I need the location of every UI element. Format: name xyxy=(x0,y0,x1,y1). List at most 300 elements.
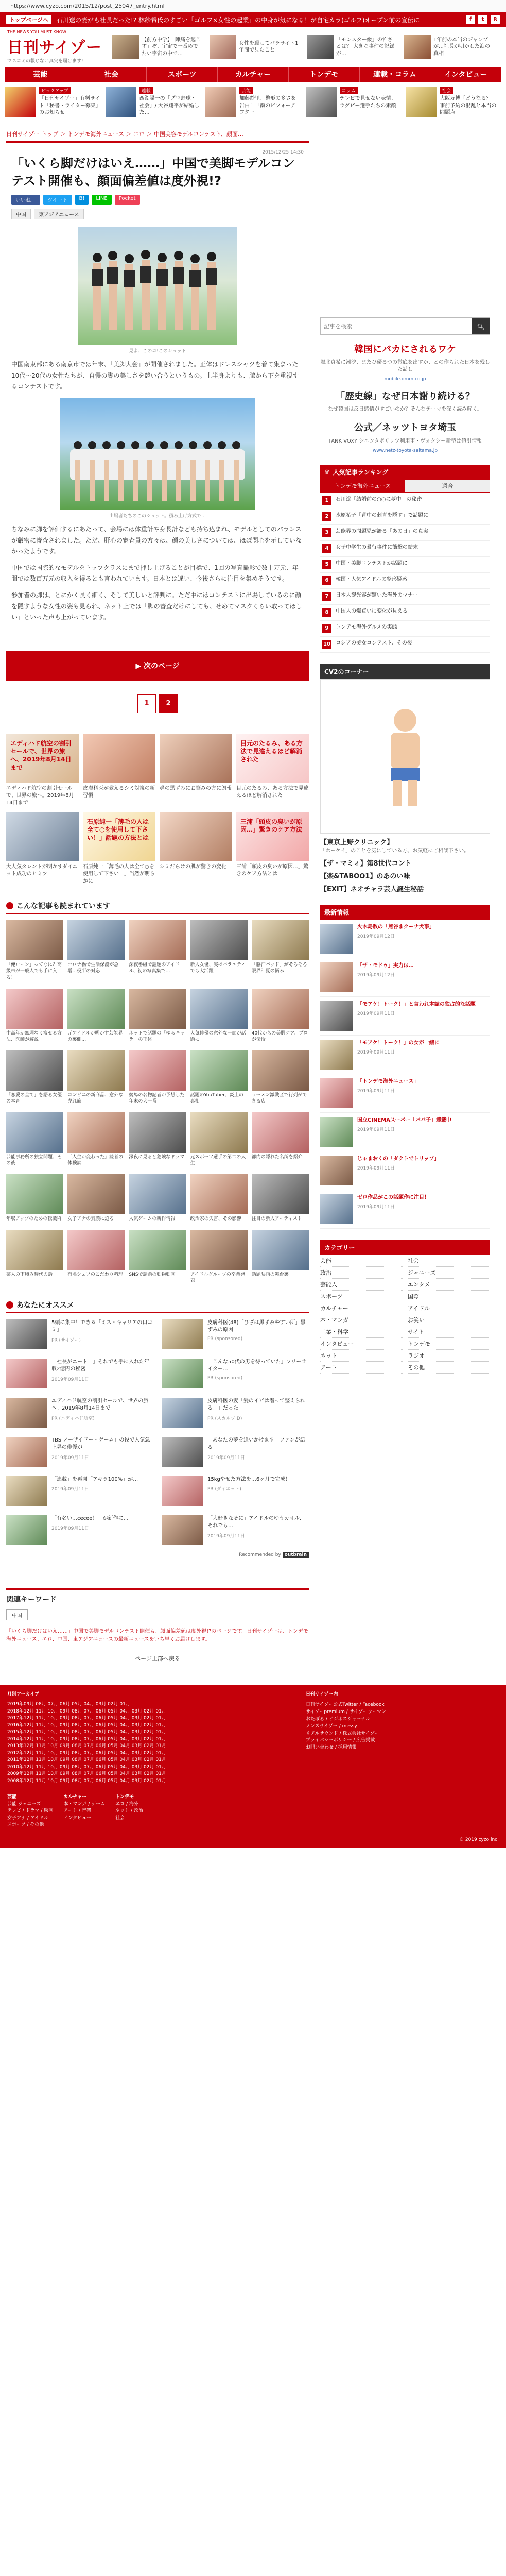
also-read-item[interactable] xyxy=(252,1050,309,1105)
search-box xyxy=(320,317,490,335)
hot-thumb xyxy=(320,1156,353,1185)
also-read-thumb xyxy=(67,1174,125,1214)
footer-link[interactable]: 日刊サイゾー公式Twitter / Facebook xyxy=(306,1702,385,1707)
recommend-item[interactable] xyxy=(6,1437,153,1467)
recommend-date: PR (スカルプ D) xyxy=(207,1416,242,1421)
footer-link[interactable]: サイゾーpremium / サイゾーウーマン xyxy=(306,1709,386,1715)
also-read-heading-text: こんな記事も読まれています xyxy=(16,902,110,910)
also-read-item[interactable] xyxy=(190,920,248,981)
hot-item[interactable] xyxy=(320,920,490,958)
top-bar xyxy=(0,12,506,27)
nav-column[interactable]: 連載・コラム xyxy=(360,67,431,82)
nav-tondemo[interactable]: トンデモ xyxy=(289,67,360,82)
footer-col-list xyxy=(7,1801,53,1829)
also-read-title: 注目の新人アーティスト xyxy=(251,1216,302,1222)
ad-mammy[interactable] xyxy=(320,858,490,868)
category-link[interactable]: スポーツ xyxy=(320,1291,403,1302)
archive-row[interactable]: 2016年12月 11月 10月 09月 08月 07月 06月 05月 04月 03月 02月 01月 xyxy=(7,1722,166,1728)
hot-item[interactable] xyxy=(320,1036,490,1074)
archive-row[interactable]: 2013年12月 11月 10月 09月 08月 07月 06月 05月 04月 03月 02月 01月 xyxy=(7,1743,166,1749)
nav-shakai[interactable]: 社会 xyxy=(76,67,147,82)
main-column xyxy=(6,127,309,1670)
recommend-item[interactable] xyxy=(6,1398,153,1428)
footer-col-link[interactable]: アート / 音楽 xyxy=(63,1808,91,1814)
recommend-item[interactable] xyxy=(162,1437,309,1467)
also-read-item[interactable] xyxy=(129,920,186,981)
hatena-bookmark-button[interactable]: B! xyxy=(75,195,89,205)
also-read-thumb xyxy=(252,1050,309,1091)
category-link[interactable]: 工業・科学 xyxy=(320,1326,403,1338)
promo-thumb xyxy=(106,87,136,117)
also-read-title: 芸人の下積み時代の話 xyxy=(6,1272,53,1277)
also-read-title: 話題のYouTuber、炎上の真相 xyxy=(190,1092,243,1105)
also-read-thumb xyxy=(6,1050,63,1091)
hot-body xyxy=(357,962,414,992)
archive-row[interactable]: 2008年12月 11月 10月 09月 08月 07月 06月 05月 04月 03月 02月 01月 xyxy=(7,1778,166,1784)
nav-geino[interactable]: 芸能 xyxy=(5,67,76,82)
also-read-item[interactable] xyxy=(252,989,309,1043)
also-read-title: SNSで話題の動物動画 xyxy=(129,1272,176,1277)
bullet-icon xyxy=(6,1301,13,1309)
nav-culture[interactable]: カルチャー xyxy=(218,67,289,82)
hot-list xyxy=(320,920,490,1229)
ad-thumb xyxy=(83,734,155,783)
ranking-heading-text: 人気記事ランキング xyxy=(333,468,389,476)
archive-row[interactable]: 2012年12月 11月 10月 09月 08月 07月 06月 05月 04月 03月 02月 01月 xyxy=(7,1750,166,1756)
also-read-item[interactable] xyxy=(67,1112,125,1167)
ad-card[interactable] xyxy=(160,812,232,885)
ranking-number: 4 xyxy=(322,544,331,553)
site-logo[interactable] xyxy=(7,30,105,64)
recommend-body xyxy=(207,1359,309,1381)
footer-col-link[interactable]: テレビ / ドラマ / 映画 xyxy=(7,1808,54,1814)
also-read-item[interactable] xyxy=(252,1230,309,1284)
category-link[interactable]: 国際 xyxy=(408,1291,490,1302)
recommend-date: 2019年09月11日 xyxy=(51,1526,89,1532)
ranking-item[interactable] xyxy=(320,557,490,573)
promo-label: 芸能 xyxy=(239,87,253,94)
ad-text: シミだらけの肌が驚きの変化 xyxy=(160,863,226,870)
ranking-item[interactable] xyxy=(320,621,490,637)
category-link[interactable]: アート xyxy=(320,1362,403,1374)
ranking-item[interactable] xyxy=(320,589,490,605)
promo-text: 大阪万博「どうなる？」事前予約の混乱と本当の問題点 xyxy=(440,96,497,115)
ranking-title: 中国人の爆買いに変化が見える xyxy=(336,608,408,614)
cv-heading xyxy=(320,664,490,679)
recommend-thumb xyxy=(6,1319,47,1349)
hot-title: 国立CINEMAスーパー「ババ子」連載中 xyxy=(357,1117,451,1123)
archive-heading: 月別アーカイブ xyxy=(7,1691,40,1697)
breadcrumb[interactable]: 日刊サイゾー トップ ＞ トンデモ海外ニュース ＞ エロ ＞ 中国美容モデルコンテスト、顔面… xyxy=(6,131,243,138)
category-link[interactable]: アイドル xyxy=(408,1302,490,1314)
search-input[interactable] xyxy=(321,318,472,334)
category-link[interactable]: トンデモ xyxy=(408,1338,490,1350)
category-link[interactable]: カルチャー xyxy=(320,1302,403,1314)
archive-row[interactable]: 2017年12月 11月 10月 09月 08月 07月 06月 05月 04月 03月 02月 01月 xyxy=(7,1716,166,1721)
also-read-grid xyxy=(6,920,309,1284)
ad-text: 皮膚科医が教えるシミ対策の新習慣 xyxy=(83,785,155,799)
category-link[interactable]: 本・マンガ xyxy=(320,1314,403,1326)
hot-item[interactable] xyxy=(320,958,490,997)
also-read-item[interactable] xyxy=(6,1050,63,1105)
banner-history[interactable] xyxy=(320,390,490,413)
hot-date: 2019年09月11日 xyxy=(357,1049,395,1055)
recommend-date: 2019年09月11日 xyxy=(51,1377,89,1382)
also-read-item[interactable] xyxy=(6,989,63,1043)
crown-icon: ♛ xyxy=(324,468,330,476)
nav-sports[interactable]: スポーツ xyxy=(147,67,218,82)
ranking-item[interactable] xyxy=(320,509,490,525)
recommend-item[interactable] xyxy=(162,1319,309,1349)
header-feature-text: 「モンスター級」の怖さとは？ 大きな事件の記録が… xyxy=(336,37,395,57)
archive-row[interactable]: 2018年12月 11月 10月 09月 08月 07月 06月 05月 04月 03月 02月 01月 xyxy=(7,1708,166,1714)
also-read-item[interactable] xyxy=(252,920,309,981)
ad-card[interactable] xyxy=(236,734,309,807)
also-read-item[interactable] xyxy=(252,1112,309,1167)
banner-title: 「歴史線」なぜ日本謝り続ける？ xyxy=(336,391,475,402)
footer-col-heading: 芸能 xyxy=(7,1794,17,1800)
ad-taboo[interactable] xyxy=(320,871,490,880)
also-read-title: コロナ禍で生活保護が急増…役所の対応 xyxy=(67,962,119,974)
also-read-thumb xyxy=(129,989,186,1029)
category-heading xyxy=(320,1240,490,1255)
also-read-item[interactable] xyxy=(67,1050,125,1105)
sidebar xyxy=(320,127,490,1670)
footer-col-link[interactable]: 女子アナ / アイドル xyxy=(7,1815,48,1821)
archive-row[interactable]: 2019年09月 08月 07月 06月 05月 04月 03月 02月 01月 xyxy=(7,1702,130,1707)
article-paragraph: ちなみに脚を評価するにあたって、会場には体重計や身長計なども持ち込まれ、モデルとしてのバランスが厳密に審査されました。ただ、肝心の審査員の方々は、顔の美しさについては、ほぼ関心を示していなかったようです。 xyxy=(11,525,302,555)
banner-korea[interactable] xyxy=(320,343,490,382)
hot-body xyxy=(357,1001,476,1031)
hot-body xyxy=(357,1156,439,1185)
ad-text: 三浦「頭皮の臭いが原因…」驚きのケア方法とは xyxy=(236,863,308,877)
category-link[interactable]: サイト xyxy=(408,1326,490,1338)
ad-card[interactable] xyxy=(6,812,79,885)
promo-text: 「日刊サイゾー」有料サイト「秘書・ライター募集」のお知らせ xyxy=(39,96,100,115)
recommend-item[interactable] xyxy=(162,1359,309,1388)
also-read-thumb xyxy=(129,1230,186,1270)
promo-item[interactable] xyxy=(306,87,401,123)
ad-title: 【東京上野クリニック】 xyxy=(320,838,394,846)
recommend-thumb xyxy=(162,1319,203,1349)
page-1-link[interactable]: 1 xyxy=(137,694,156,713)
hot-body xyxy=(357,924,434,954)
article-paragraph: 参加者の脚は、とにかく長く細く、そして美しいと評判に。ただ中にはコンテストに出場しているのに顔を隠すような女性の姿も見られ、ネット上では「脚の審査だけにしても、せめてマスクくらい取ってほしい」といった声も上がっています。 xyxy=(11,591,302,621)
hot-item[interactable] xyxy=(320,1074,490,1113)
ranking-item[interactable] xyxy=(320,637,490,653)
also-read-item[interactable] xyxy=(129,1112,186,1167)
keyword-tag[interactable]: 中国 xyxy=(6,1609,28,1620)
category-link[interactable]: 社会 xyxy=(408,1255,490,1267)
ranking-item[interactable] xyxy=(320,493,490,509)
footer-col-culture xyxy=(63,1794,105,1829)
ranking-title: 石川遼「結婚前の○○に夢中」の秘密 xyxy=(336,496,422,502)
keywords-heading: 関連キーワード xyxy=(6,1595,57,1604)
recommend-title: 「こんな50代の男を待っていた」フリーライター… xyxy=(207,1359,307,1372)
promo-item[interactable] xyxy=(406,87,501,123)
hot-date: 2019年09月12日 xyxy=(357,934,395,939)
footer-link[interactable]: メンズサイゾー / messy xyxy=(306,1723,357,1729)
hot-thumb xyxy=(320,1078,353,1108)
also-read-item[interactable] xyxy=(190,1112,248,1167)
recommend-heading-text: あなたにオススメ xyxy=(16,1301,74,1310)
category-link[interactable]: ジャニーズ xyxy=(408,1267,490,1279)
also-read-item[interactable] xyxy=(129,1174,186,1223)
ranking-item[interactable] xyxy=(320,573,490,589)
also-read-title: 話題映画の舞台裏 xyxy=(251,1272,289,1277)
footer-link[interactable]: プライバシーポリシー / 広告掲載 xyxy=(306,1738,375,1743)
hot-thumb xyxy=(320,1117,353,1147)
twitter-icon[interactable]: t xyxy=(478,15,487,24)
footer-col-link[interactable]: インタビュー xyxy=(63,1815,91,1821)
recommend-title: TBS ノーザイドー・ゲーム」の役で人気急上昇の俳優が xyxy=(51,1437,150,1451)
hot-date: 2019年09月11日 xyxy=(357,1011,395,1016)
group-illustration xyxy=(60,398,255,510)
hot-thumb xyxy=(320,1040,353,1070)
logo-sub: マスコミの報じない真実を届けます! xyxy=(7,59,83,64)
article-photo xyxy=(11,227,304,354)
promo-item[interactable] xyxy=(106,87,201,123)
also-read-item[interactable] xyxy=(6,1112,63,1167)
recommend-title: 「連載」を再開「アキラ100%」が… xyxy=(51,1476,138,1482)
hot-heading xyxy=(320,905,490,920)
links-heading: 日刊サイゾー内 xyxy=(306,1691,338,1697)
ranking-number: 9 xyxy=(322,624,331,633)
banner-toyota[interactable] xyxy=(320,421,490,453)
archive-row[interactable]: 2011年12月 11月 10月 09月 08月 07月 06月 05月 04月 03月 02月 01月 xyxy=(7,1757,166,1763)
footer xyxy=(0,1685,506,1848)
also-read-item[interactable] xyxy=(252,1174,309,1223)
also-read-title: 中高年が無理なく痩せる方法、医師が解説 xyxy=(6,1030,62,1043)
category-link[interactable]: 芸能 xyxy=(320,1255,403,1267)
also-read-item[interactable] xyxy=(67,920,125,981)
facebook-share-button[interactable]: いいね！ xyxy=(11,195,40,205)
header-feature[interactable] xyxy=(112,35,202,59)
also-read-thumb xyxy=(129,1112,186,1153)
recommend-date: PR (エディハド航空) xyxy=(51,1416,95,1421)
ranking-item[interactable] xyxy=(320,541,490,557)
recommend-item[interactable] xyxy=(162,1515,309,1545)
ad-card[interactable] xyxy=(83,812,155,885)
promo-text: 西湖陽一の「プロ野球・社会」/ 大谷翔平が結婚した… xyxy=(139,96,200,115)
also-read-item[interactable] xyxy=(190,989,248,1043)
recommend-item[interactable] xyxy=(6,1515,153,1545)
tweet-button[interactable]: ツイート xyxy=(43,195,72,205)
also-read-thumb xyxy=(129,1174,186,1214)
category-link[interactable]: ネット xyxy=(320,1350,403,1362)
also-read-item[interactable] xyxy=(67,1230,125,1284)
archive xyxy=(7,1691,295,1785)
footer-link[interactable]: お問い合わせ / 採用情報 xyxy=(306,1745,357,1751)
header-feature-thumb xyxy=(404,35,431,59)
header-feature-text: 女性を殺してパラサイト1年間で見たこと xyxy=(239,40,299,53)
recommend-item[interactable] xyxy=(162,1476,309,1506)
ad-card[interactable] xyxy=(236,812,309,885)
also-read-thumb xyxy=(67,1112,125,1153)
recommend-item[interactable] xyxy=(6,1319,153,1349)
next-page-button[interactable]: ▶ 次のページ xyxy=(6,651,309,681)
also-read-item[interactable] xyxy=(6,920,63,981)
ranking-title: 芸能界の問題児が語る「あの日」の真実 xyxy=(336,528,428,534)
ad-card[interactable] xyxy=(160,734,232,807)
recommend-thumb xyxy=(162,1398,203,1428)
header-feature[interactable] xyxy=(404,35,494,59)
category-link[interactable]: ラジオ xyxy=(408,1350,490,1362)
footer-col-link[interactable]: スポーツ / その他 xyxy=(7,1822,44,1828)
ranking-item[interactable] xyxy=(320,525,490,541)
footer-links xyxy=(306,1691,481,1785)
also-read-thumb xyxy=(252,920,309,960)
also-read-item[interactable] xyxy=(190,1050,248,1105)
hot-date: 2019年09月11日 xyxy=(357,1088,395,1094)
ad-text: 鼻の黒ずみにお悩みの方に朗報 xyxy=(160,785,232,791)
recommend-item[interactable] xyxy=(6,1359,153,1388)
also-read-thumb xyxy=(252,1230,309,1270)
tab-total[interactable]: 週合 xyxy=(405,480,490,493)
tag-china[interactable]: 中国 xyxy=(11,209,31,219)
footer-col-list xyxy=(63,1801,105,1822)
recommend-date: 2019年09月11日 xyxy=(51,1455,89,1461)
hot-item[interactable] xyxy=(320,1151,490,1190)
recommend-item[interactable] xyxy=(162,1398,309,1428)
archive-row[interactable]: 2015年12月 11月 10月 09月 08月 07月 06月 05月 04月 03月 02月 01月 xyxy=(7,1730,166,1735)
hot-thumb xyxy=(320,1194,353,1224)
promo-thumb xyxy=(406,87,437,117)
ad-exit[interactable] xyxy=(320,884,490,893)
ranking-number: 7 xyxy=(322,592,331,601)
recommend-date: 2019年09月11日 xyxy=(51,1487,89,1493)
rss-icon[interactable]: R xyxy=(491,15,500,24)
top-page-link[interactable]: トップページへ xyxy=(6,15,51,24)
ad-card[interactable] xyxy=(6,734,79,807)
also-read-item[interactable] xyxy=(129,1230,186,1284)
ranking-item[interactable] xyxy=(320,605,490,621)
hot-item[interactable] xyxy=(320,997,490,1036)
footer-link[interactable]: リアルサウンド / 株式会社サイゾー xyxy=(306,1731,379,1736)
tab-tondemo[interactable]: トンデモ海外ニュース xyxy=(320,480,405,493)
category-link[interactable]: 政治 xyxy=(320,1267,403,1279)
also-read-thumb xyxy=(6,1112,63,1153)
banner-sub: TANK VOXY シエンタポリッツ利用車・ヴォクシー新型は値引情報 xyxy=(328,438,482,444)
also-read-item[interactable] xyxy=(67,1174,125,1223)
ranking-number: 8 xyxy=(322,608,331,617)
also-read-item[interactable] xyxy=(190,1230,248,1284)
archive-row[interactable]: 2010年12月 11月 10月 09月 08月 07月 06月 05月 04月 03月 02月 01月 xyxy=(7,1764,166,1770)
also-read-title: 元スポーツ選手の第二の人生 xyxy=(190,1154,246,1166)
header-feature-text: 【前方中学】「陣痛を起こす」ぞ、宇宙で一番めでたい宇宙の中で… xyxy=(142,37,201,57)
footer-top xyxy=(7,1691,499,1785)
category-link[interactable]: その他 xyxy=(408,1362,490,1374)
recommend-body xyxy=(51,1319,153,1343)
nav-interview[interactable]: インタビュー xyxy=(444,71,487,79)
header-feature[interactable] xyxy=(210,35,300,59)
hot-heading-text: 最新情報 xyxy=(324,908,350,916)
header-feature-thumb xyxy=(307,35,334,59)
promo-item[interactable] xyxy=(205,87,301,123)
archive-row[interactable]: 2009年12月 11月 10月 09月 08月 07月 06月 05月 04月 03月 02月 01月 xyxy=(7,1771,166,1777)
footer-col-link[interactable]: 社会 xyxy=(115,1815,125,1821)
also-read-item[interactable] xyxy=(129,989,186,1043)
footer-col-geino xyxy=(7,1794,53,1829)
pocket-button[interactable]: Pocket xyxy=(115,195,140,205)
ad-text: 石原純一「薄毛の人は全て○を使用して下さい！」当然が明らかに xyxy=(83,863,155,884)
hot-thumb xyxy=(320,924,353,954)
recommend-body xyxy=(207,1398,309,1421)
hot-title: 火木島教の「熊谷まクーナ犬事」 xyxy=(357,924,434,930)
promo-item[interactable] xyxy=(5,87,100,123)
footer-col-link[interactable]: 本・マンガ / ゲーム xyxy=(63,1801,106,1807)
page-2-link[interactable]: 2 xyxy=(159,694,178,713)
also-read-item[interactable] xyxy=(6,1230,63,1284)
also-read-item[interactable] xyxy=(129,1050,186,1105)
copyright: © 2019 cyzo inc. xyxy=(459,1837,499,1842)
recommend-body xyxy=(51,1515,128,1532)
footer-link-list xyxy=(306,1702,481,1752)
recommend-thumb xyxy=(6,1359,47,1388)
category-link[interactable]: インタビュー xyxy=(320,1338,403,1350)
footer-col-link[interactable]: 芸能 ジャニーズ xyxy=(7,1801,41,1807)
ranking-number: 1 xyxy=(322,496,331,505)
back-to-top[interactable] xyxy=(6,1654,309,1663)
tag-east-asia[interactable]: 東アジアニュース xyxy=(34,209,84,219)
also-read-item[interactable] xyxy=(190,1174,248,1223)
recommend-body xyxy=(207,1437,309,1461)
line-share-button[interactable]: LINE xyxy=(92,195,111,205)
recommend-date: PR (sponsored) xyxy=(207,1375,243,1381)
search-icon[interactable]: 🔍︎ xyxy=(472,318,490,334)
also-read-thumb xyxy=(129,1050,186,1091)
header-feature[interactable] xyxy=(307,35,397,59)
ad-thumb xyxy=(236,734,309,783)
hot-item[interactable] xyxy=(320,1113,490,1151)
also-read-item[interactable] xyxy=(67,989,125,1043)
archive-row[interactable]: 2014年12月 11月 10月 09月 08月 07月 06月 05月 04月 03月 02月 01月 xyxy=(7,1736,166,1742)
also-read-title: 人気ゲームの新作情報 xyxy=(129,1216,176,1222)
promo-label: 社会 xyxy=(440,87,453,94)
footer-link[interactable]: おたぽる / ビジネスジャーナル xyxy=(306,1716,370,1722)
cv-ad-box[interactable] xyxy=(320,679,490,834)
article-tags xyxy=(11,209,304,219)
hot-item[interactable] xyxy=(320,1190,490,1229)
recommend-item[interactable] xyxy=(6,1476,153,1506)
footer-col-link[interactable]: ネット / 政治 xyxy=(115,1808,143,1814)
logo-main: 日刊サイゾー xyxy=(7,39,102,57)
recommended-by[interactable] xyxy=(6,1552,309,1557)
footer-col-list xyxy=(115,1801,143,1822)
ad-sub: 「ホーケイ」のことを気にしている方、お気軽にご相談下さい。 xyxy=(320,848,469,854)
category-link[interactable]: お笑い xyxy=(408,1314,490,1326)
recommend-body xyxy=(51,1437,153,1461)
hot-body xyxy=(357,1117,451,1147)
category-link[interactable]: エンタメ xyxy=(408,1279,490,1291)
footer-col-link[interactable]: エロ / 海外 xyxy=(115,1801,138,1807)
ad-clinic[interactable] xyxy=(320,837,490,855)
recommend-thumb xyxy=(162,1515,203,1545)
ad-card[interactable] xyxy=(83,734,155,807)
article-photo xyxy=(11,398,304,519)
recommend-thumb xyxy=(162,1437,203,1467)
also-read-thumb xyxy=(190,920,248,960)
facebook-icon[interactable]: f xyxy=(466,15,475,24)
also-read-thumb xyxy=(190,989,248,1029)
category-link[interactable]: 芸能人 xyxy=(320,1279,403,1291)
article-paragraph: 中国では国際的なモデルをトップクラスにまで押し上げることが目標で、1回の写真撮影で数十万元、年間では数百万元の収入を得るとも言われています。日本とは違い、今後さらに注目を集めそうです。 xyxy=(11,564,299,583)
top-headline[interactable]: 石川遼の妻がも社長だった!? 林紗希氏のすごい「ゴルフ×女性の起業」の中身が気になる！が自宅カラ(ゴルフ)オープン前の宣伝に xyxy=(57,16,420,24)
also-read-item[interactable] xyxy=(6,1174,63,1223)
also-read-thumb xyxy=(6,989,63,1029)
recommend-thumb xyxy=(6,1515,47,1545)
ad-title: 【楽&TABOO1】のあのい味 xyxy=(320,872,410,880)
